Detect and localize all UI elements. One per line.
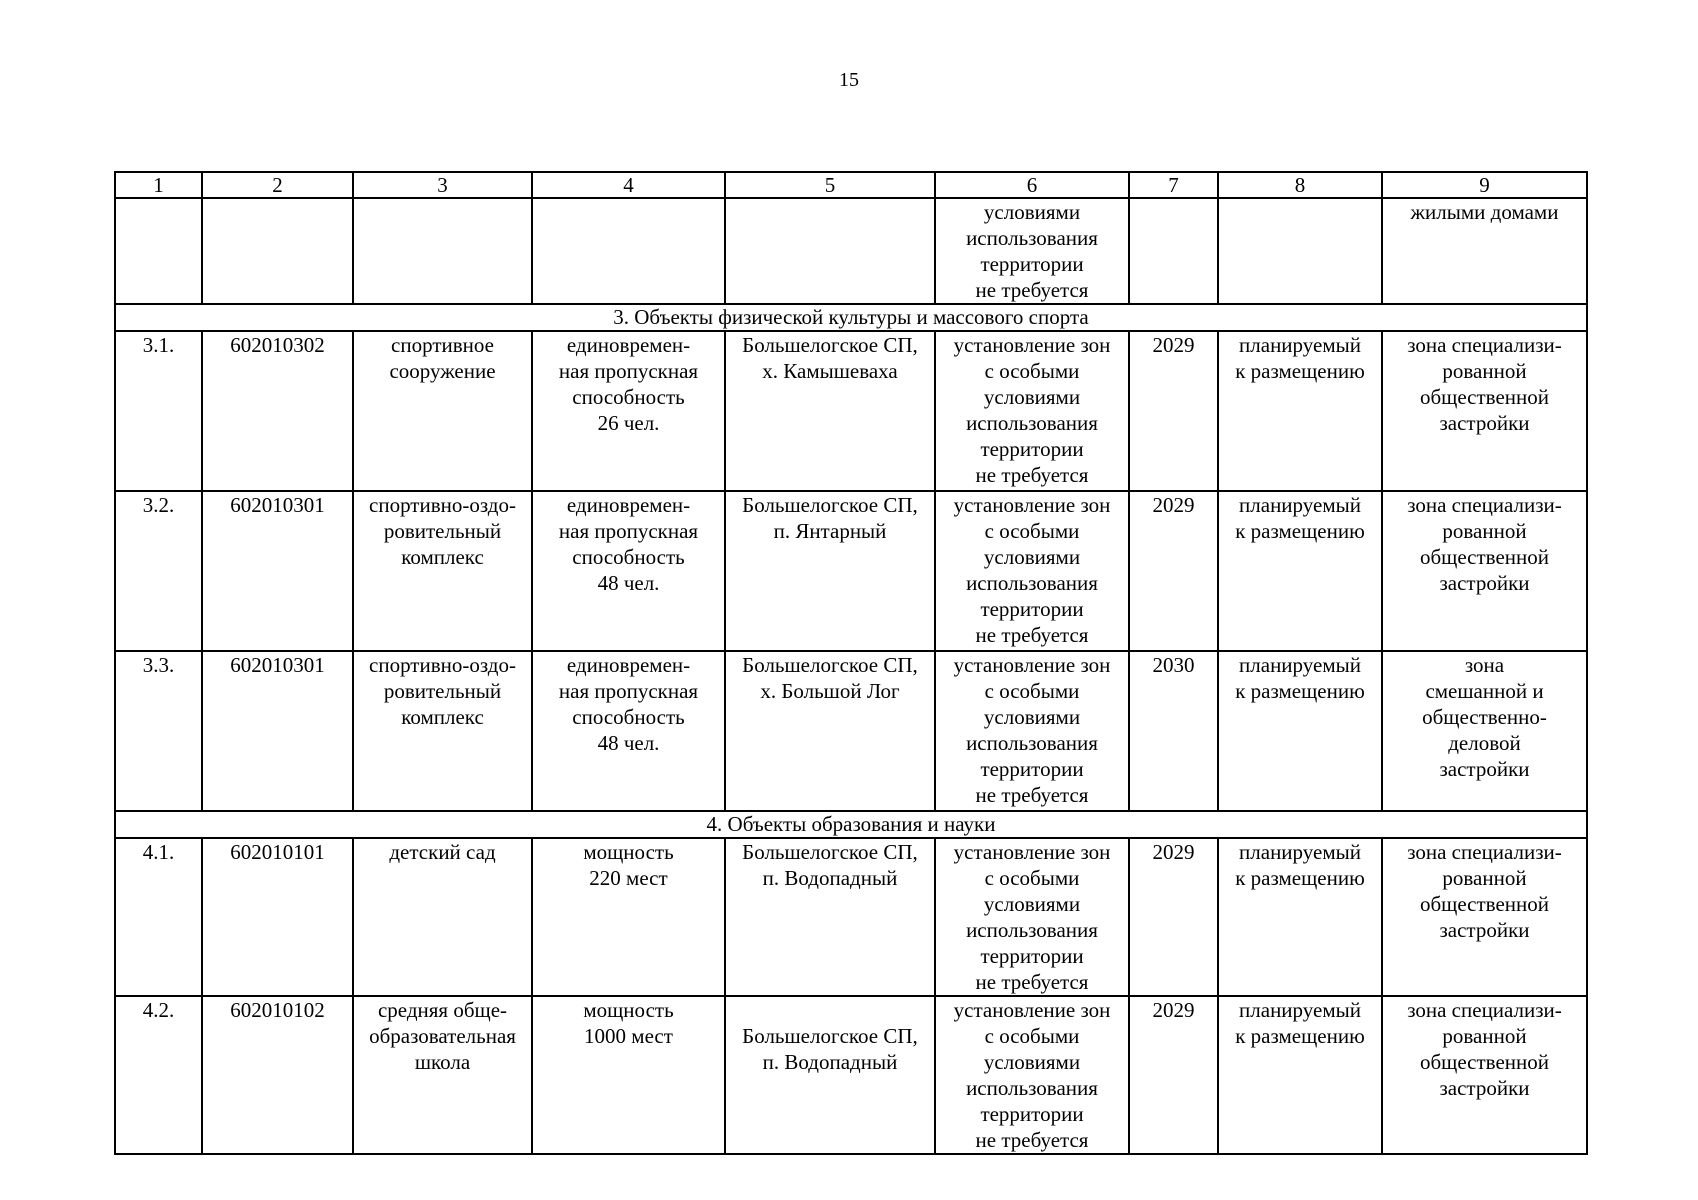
object-capacity: единовремен- ная пропускная способность 48 чел. bbox=[532, 491, 725, 651]
zones-cell: установление зон с особыми условиями использования территории не требуется bbox=[935, 838, 1129, 996]
table-cell bbox=[532, 198, 725, 304]
table-row bbox=[115, 491, 1587, 651]
object-capacity: мощность 1000 мест bbox=[532, 996, 725, 1154]
column-number: 2 bbox=[202, 172, 353, 198]
object-location: Большелогское СП, п. Янтарный bbox=[725, 491, 935, 651]
zone-type-cell: зона специализи- рованной общественной застройки bbox=[1382, 996, 1587, 1154]
continuation-row bbox=[115, 198, 1587, 304]
column-number: 3 bbox=[353, 172, 532, 198]
object-name: спортивное сооружение bbox=[353, 331, 532, 491]
object-name: спортивно-оздо- ровительный комплекс bbox=[353, 651, 532, 811]
object-code: 602010102 bbox=[202, 996, 353, 1154]
column-number: 9 bbox=[1382, 172, 1587, 198]
table-row bbox=[115, 651, 1587, 811]
status-cell: планируемый к размещению bbox=[1218, 491, 1382, 651]
object-location: Большелогское СП, п. Водопадный bbox=[725, 996, 935, 1154]
year-cell: 2029 bbox=[1129, 996, 1218, 1154]
table-cell bbox=[202, 198, 353, 304]
column-number: 8 bbox=[1218, 172, 1382, 198]
zones-cell: установление зон с особыми условиями использования территории не требуется bbox=[935, 651, 1129, 811]
row-number: 4.1. bbox=[115, 838, 202, 996]
section-heading-row bbox=[115, 811, 1587, 838]
zones-cell: установление зон с особыми условиями использования территории не требуется bbox=[935, 331, 1129, 491]
column-number: 5 bbox=[725, 172, 935, 198]
object-capacity: единовремен- ная пропускная способность 26 чел. bbox=[532, 331, 725, 491]
table-cell bbox=[725, 198, 935, 304]
year-cell: 2029 bbox=[1129, 838, 1218, 996]
object-name: детский сад bbox=[353, 838, 532, 996]
status-cell: планируемый к размещению bbox=[1218, 331, 1382, 491]
table-cell bbox=[1129, 198, 1218, 304]
object-capacity: мощность 220 мест bbox=[532, 838, 725, 996]
status-cell: планируемый к размещению bbox=[1218, 651, 1382, 811]
column-number: 4 bbox=[532, 172, 725, 198]
object-location: Большелогское СП, х. Большой Лог bbox=[725, 651, 935, 811]
object-name: средняя обще- образовательная школа bbox=[353, 996, 532, 1154]
object-name: спортивно-оздо- ровительный комплекс bbox=[353, 491, 532, 651]
status-cell: планируемый к размещению bbox=[1218, 838, 1382, 996]
section-heading-row bbox=[115, 304, 1587, 331]
object-code: 602010301 bbox=[202, 651, 353, 811]
table-cell bbox=[353, 198, 532, 304]
row-number: 3.3. bbox=[115, 651, 202, 811]
zone-type-cell: зона смешанной и общественно- деловой застройки bbox=[1382, 651, 1587, 811]
zones-cell: условиями использования территории не требуется bbox=[935, 198, 1129, 304]
table-row bbox=[115, 331, 1587, 491]
zone-type-cell: зона специализи- рованной общественной застройки bbox=[1382, 331, 1587, 491]
zone-type-cell: зона специализи- рованной общественной застройки bbox=[1382, 491, 1587, 651]
object-code: 602010301 bbox=[202, 491, 353, 651]
zones-cell: установление зон с особыми условиями использования территории не требуется bbox=[935, 491, 1129, 651]
object-location: Большелогское СП, п. Водопадный bbox=[725, 838, 935, 996]
page-number: 15 bbox=[839, 69, 859, 91]
year-cell: 2029 bbox=[1129, 331, 1218, 491]
zone-type-cell: зона специализи- рованной общественной застройки bbox=[1382, 838, 1587, 996]
section-title: 3. Объекты физической культуры и массового спорта bbox=[115, 304, 1587, 331]
section-title: 4. Объекты образования и науки bbox=[115, 811, 1587, 838]
row-number: 3.2. bbox=[115, 491, 202, 651]
column-number: 1 bbox=[115, 172, 202, 198]
table-cell bbox=[115, 198, 202, 304]
column-number: 7 bbox=[1129, 172, 1218, 198]
object-code: 602010302 bbox=[202, 331, 353, 491]
row-number: 3.1. bbox=[115, 331, 202, 491]
status-cell: планируемый к размещению bbox=[1218, 996, 1382, 1154]
zone-type-cell: жилыми домами bbox=[1382, 198, 1587, 304]
objects-table bbox=[114, 171, 1588, 1155]
year-cell: 2029 bbox=[1129, 491, 1218, 651]
column-number: 6 bbox=[935, 172, 1129, 198]
column-number-row bbox=[115, 172, 1587, 198]
row-number: 4.2. bbox=[115, 996, 202, 1154]
year-cell: 2030 bbox=[1129, 651, 1218, 811]
table-row bbox=[115, 996, 1587, 1154]
object-location: Большелогское СП, х. Камышеваха bbox=[725, 331, 935, 491]
object-code: 602010101 bbox=[202, 838, 353, 996]
table-cell bbox=[1218, 198, 1382, 304]
table-row bbox=[115, 838, 1587, 996]
zones-cell: установление зон с особыми условиями использования территории не требуется bbox=[935, 996, 1129, 1154]
object-capacity: единовремен- ная пропускная способность 48 чел. bbox=[532, 651, 725, 811]
